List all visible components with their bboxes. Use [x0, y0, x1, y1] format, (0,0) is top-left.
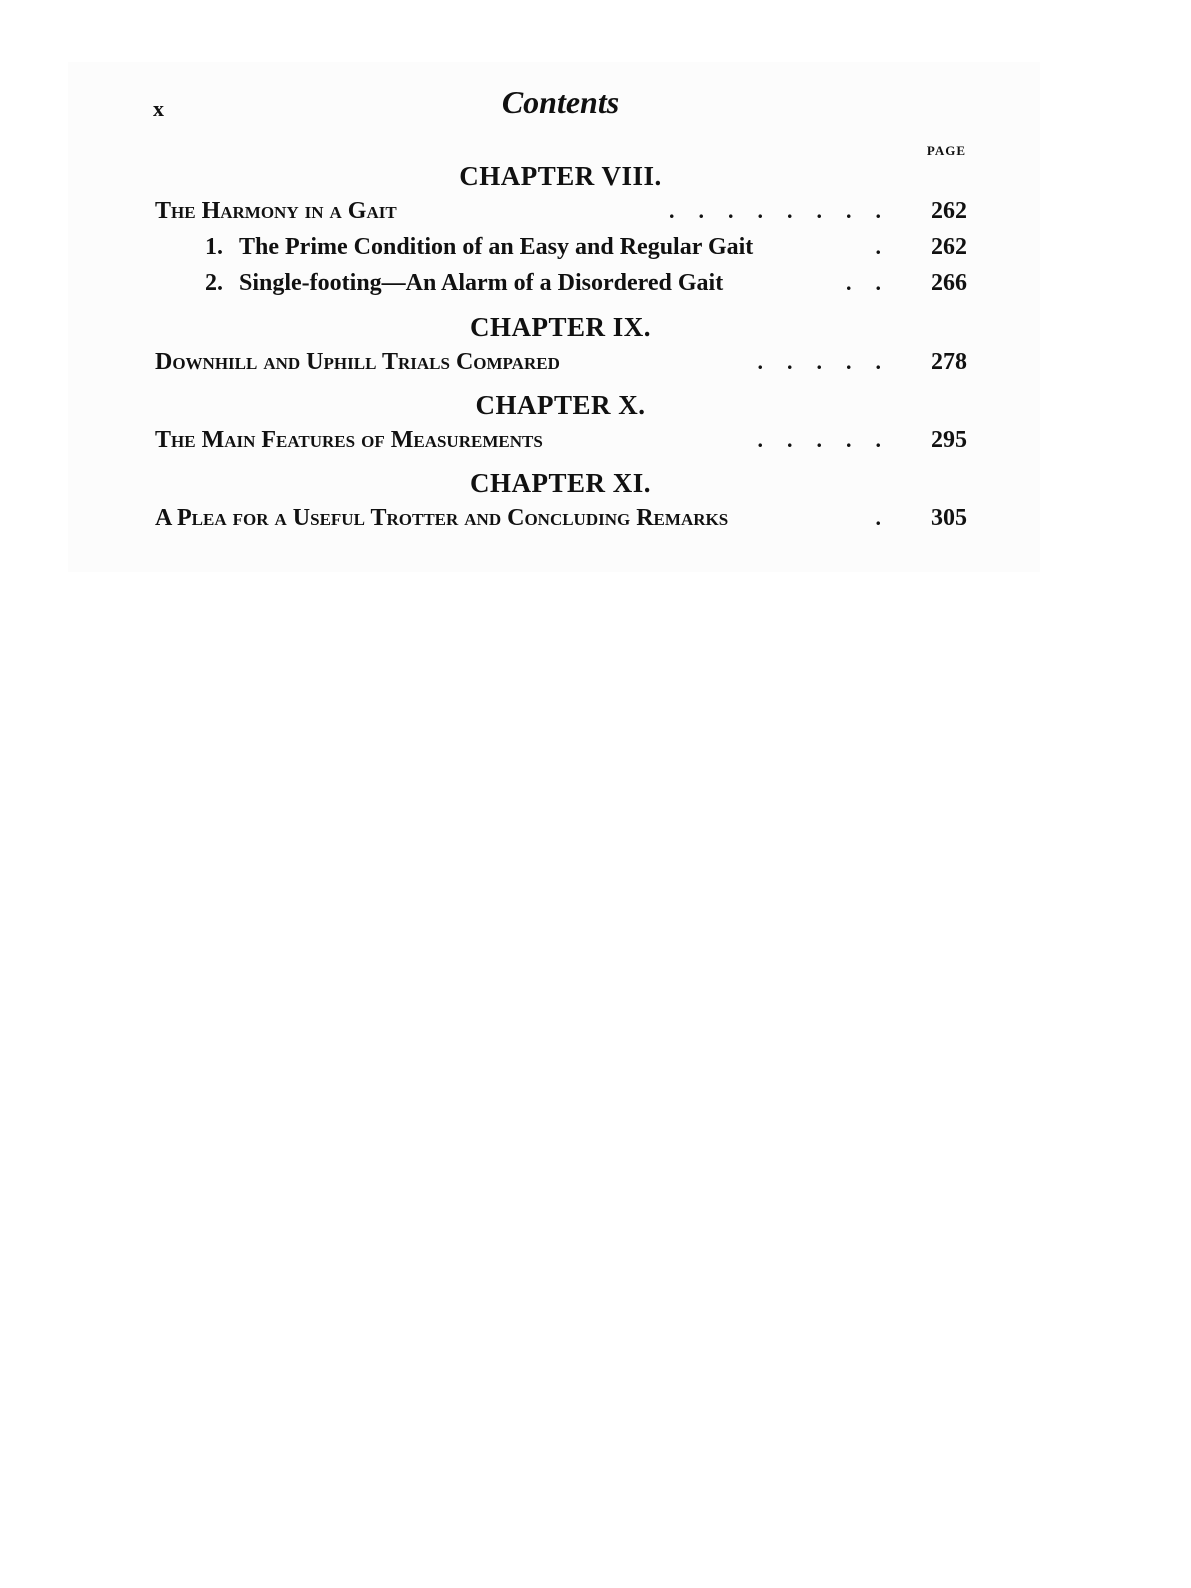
- leader-dots: .....: [757, 349, 905, 374]
- toc-entry-title: A Plea for a Useful Trotter and Concluding Remarks: [155, 505, 729, 531]
- leader-dots: .: [875, 234, 905, 259]
- toc-entry-page: 278: [931, 349, 967, 375]
- toc-entry[interactable]: [155, 198, 967, 232]
- toc-entry-title: Single-footing—An Alarm of a Disordered Gait: [239, 270, 724, 296]
- leader-dots: .: [875, 505, 905, 530]
- toc-entry[interactable]: [205, 270, 967, 304]
- toc-entry-title: Downhill and Uphill Trials Compared: [155, 349, 560, 375]
- toc-entry-page: 262: [931, 234, 967, 260]
- toc-entry-number: 1.: [205, 234, 223, 260]
- toc-entry-page: 295: [931, 427, 967, 453]
- toc-entry[interactable]: [155, 505, 967, 539]
- chapter-heading-xi: CHAPTER XI.: [469, 468, 651, 498]
- leader-dots: .....: [757, 427, 905, 452]
- chapter-heading-ix: CHAPTER IX.: [469, 312, 651, 342]
- toc-entry[interactable]: [155, 349, 967, 383]
- toc-entry[interactable]: [205, 234, 967, 268]
- toc-entry-title: The Prime Condition of an Easy and Regular Gait: [239, 234, 754, 260]
- toc-entry-page: 266: [931, 270, 967, 296]
- toc-entry-number: 2.: [205, 270, 223, 296]
- toc-entry[interactable]: [155, 427, 967, 461]
- toc-entry-page: 262: [931, 198, 967, 224]
- chapter-heading-x: CHAPTER X.: [475, 390, 646, 420]
- chapter-heading-viii: CHAPTER VIII.: [459, 161, 662, 191]
- leader-dots: ........: [669, 198, 905, 223]
- page-column-label: PAGE: [926, 143, 966, 158]
- running-title: Contents: [501, 84, 620, 120]
- toc-entry-title: The Harmony in a Gait: [155, 198, 397, 224]
- toc-entry-title: The Main Features of Measurements: [155, 427, 543, 453]
- page-number: x: [153, 96, 164, 121]
- toc-entry-page: 305: [931, 505, 967, 531]
- leader-dots: ..: [846, 270, 905, 295]
